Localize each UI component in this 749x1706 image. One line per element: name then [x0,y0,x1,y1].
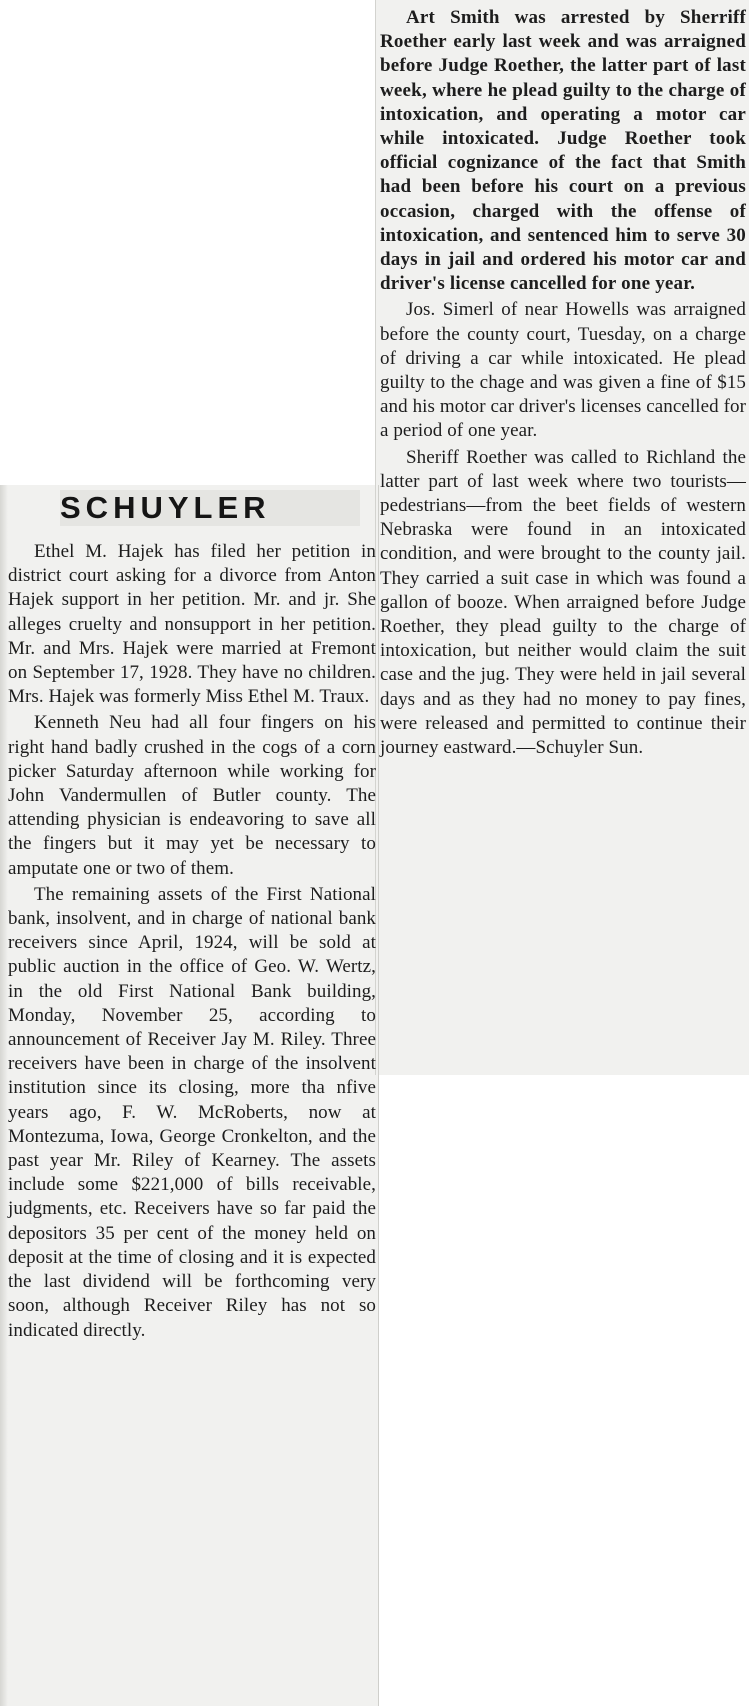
article-paragraph: Ethel M. Hajek has filed her petition in district court asking for a divorce from Anton Hajek support in her petition. Mr. and jr. She alleges cruelty and nonsupport in her petition. Mr. and Mrs. Hajek were married at Fremont on September 17, 1928. They have no children. Mrs. Hajek was formerly Miss Ethel M. Traux. [8,541,376,708]
clipping-edge-shadow [0,485,8,1706]
article-paragraph: Sheriff Roether was called to Richland the latter part of last week where two tourists—pedestrians—from the beet fields of western Nebraska were found in an intoxicated condition, and were brought to the county jail. They carried a suit case in which was found a gallon of booze. When arraigned before Judge Roether, they plead guilty to the charge of intoxication, but neither would claim the suit case and the jug. They were held in jail several days and as they had no money to pay fines, were released and permitted to continue their journey eastward.—Schuyler Sun. [380,446,746,759]
article-paragraph: Art Smith was arrested by Sherriff Roether early last week and was arraigned before Judge Roether, the latter part of last week, where he plead guilty to the charge of intoxication, and operating a motor car while intoxicated. Judge Roether took official cognizance of the fact that Smith had been before his court on a previous occasion, charged with the offense of intoxication, and sentenced him to serve 30 days in jail and ordered his motor car and driver's license cancelled for one year. [380,7,746,295]
section-headline: SCHUYLER [60,490,360,526]
right-article-column [380,6,746,760]
article-paragraph: The remaining assets of the First National bank, insolvent, and in charge of national bank receivers since April, 1924, will be sold at public auction in the office of Geo. W. Wertz, in the old First National Bank building, Monday, November 25, according to announcement of Receiver Jay M. Riley. Three receivers have been in charge of the insolvent institution since its closing, more tha nfive years ago, F. W. McRoberts, now at Montezuma, Iowa, George Cronkelton, and the past year Mr. Riley of Kearney. The assets include some $221,000 of bills receivable, judgments, etc. Receivers have so far paid the depositors 35 per cent of the money held on deposit at the time of closing and it is expected the last dividend will be forthcoming very soon, although Receiver Riley has not so indicated directly. [8,883,376,1341]
article-paragraph: Kenneth Neu had all four fingers on his right hand badly crushed in the cogs of a corn picker Saturday afternoon while working for John Vandermullen of Butler county. The attending physician is endeavoring to save all the fingers but it may yet be necessary to amputate one or two of them. [8,712,376,879]
left-article-column [8,540,376,1343]
column-divider [378,485,379,1706]
article-paragraph: Jos. Simerl of near Howells was arraigned before the county court, Tuesday, on a charge of driving a car while intoxicated. He plead guilty to the chage and was given a fine of $15 and his motor car driver's licenses cancelled for a period of one year. [380,299,746,442]
